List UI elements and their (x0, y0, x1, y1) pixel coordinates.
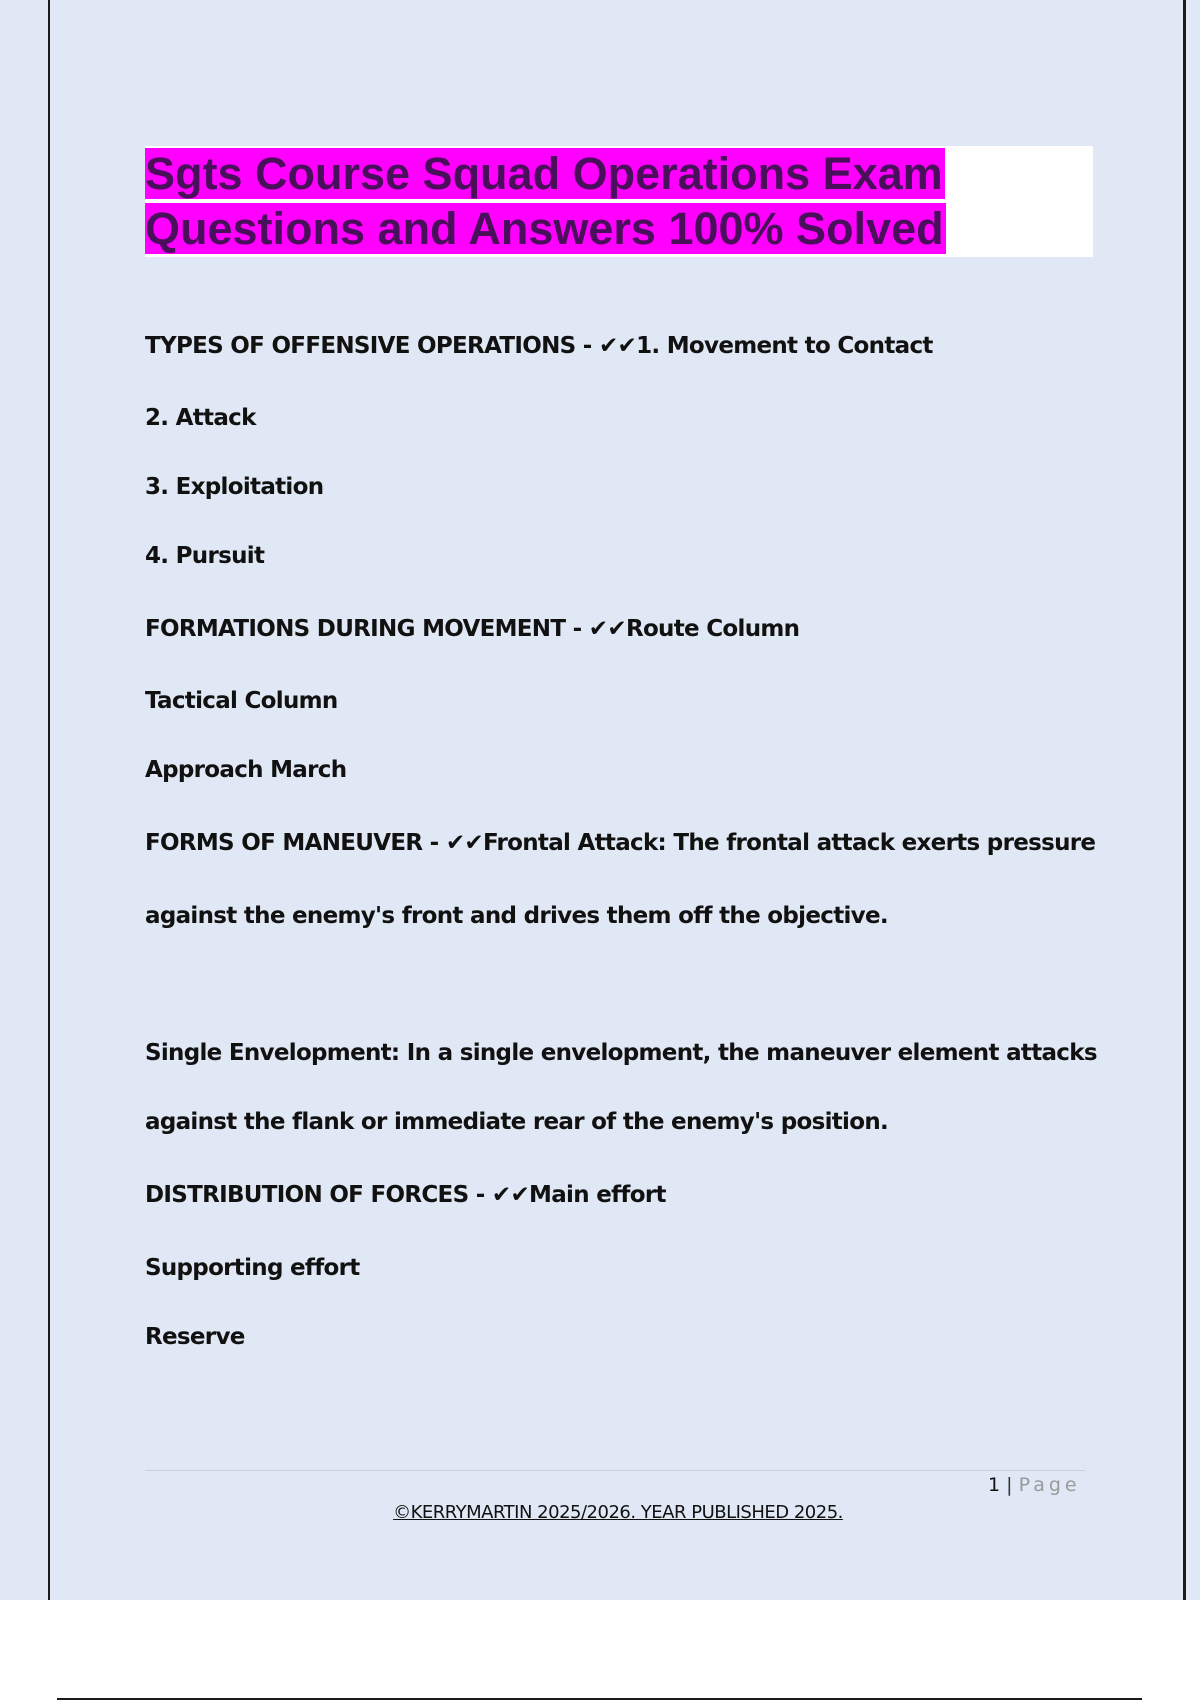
content-line: FORMATIONS DURING MOVEMENT - ✔✔Route Column (145, 616, 800, 642)
page-number-value: 1 (988, 1474, 1001, 1496)
content-line: Tactical Column (145, 688, 338, 714)
content-line: against the enemy's front and drives them off the objective. (145, 903, 888, 929)
footer-divider (145, 1470, 1085, 1471)
content-line: FORMS OF MANEUVER - ✔✔Frontal Attack: The frontal attack exerts pressure (145, 830, 1096, 856)
content-line: TYPES OF OFFENSIVE OPERATIONS - ✔✔1. Movement to Contact (145, 333, 933, 359)
page-number-separator: | (1006, 1474, 1013, 1496)
content-line: 4. Pursuit (145, 543, 265, 569)
page-label: Page (1018, 1474, 1081, 1496)
copyright-notice: ©KERRYMARTIN 2025/2026. YEAR PUBLISHED 2025. (393, 1502, 843, 1523)
content-line: 2. Attack (145, 405, 256, 431)
content-line: Approach March (145, 757, 347, 783)
document-title (145, 146, 1003, 256)
content-line: Single Envelopment: In a single envelopment, the maneuver element attacks (145, 1040, 1097, 1066)
content-line: Supporting effort (145, 1255, 360, 1281)
content-line: DISTRIBUTION OF FORCES - ✔✔Main effort (145, 1182, 666, 1208)
page-number (988, 1474, 1081, 1496)
content-line: against the flank or immediate rear of the enemy's position. (145, 1109, 889, 1135)
content-line: 3. Exploitation (145, 474, 324, 500)
document-title-text: Sgts Course Squad Operations Exam Questions and Answers 100% Solved (145, 148, 944, 254)
page-border-left (48, 0, 50, 1600)
page-border-right (1183, 0, 1186, 1600)
content-line: Reserve (145, 1324, 245, 1350)
